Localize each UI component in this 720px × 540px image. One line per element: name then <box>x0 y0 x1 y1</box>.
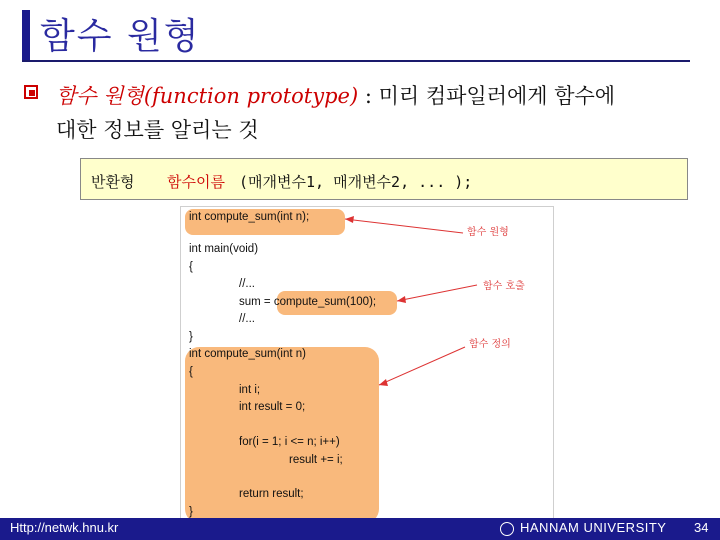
bullet-icon <box>24 85 38 99</box>
definition-arrow <box>379 347 465 385</box>
code-line: int main(void) <box>189 243 259 255</box>
footer-university: HANNAM UNIVERSITY <box>520 520 667 535</box>
syntax-parameters: (매개변수1, 매개변수2, ... ); <box>239 173 473 191</box>
page-number: 34 <box>694 520 709 535</box>
code-line: int i; <box>239 384 261 396</box>
prototype-note: 함수 원형 <box>467 227 509 238</box>
code-line: sum = compute_sum(100); <box>239 296 377 308</box>
definition-arrowhead <box>379 379 388 386</box>
code-line: return result; <box>239 488 304 500</box>
footer-url: Http://netwk.hnu.kr <box>10 520 119 535</box>
bullet-text: : 미리 컴파일러에게 함수에 <box>358 84 616 108</box>
slide-title: 함수 원형 <box>40 16 201 57</box>
syntax-box <box>80 158 688 200</box>
title-divider <box>22 60 690 62</box>
syntax-function-name: 함수이름 <box>167 173 225 191</box>
bullet-line-2: 대한 정보를 알리는 것 <box>56 118 259 142</box>
title-accent-bar <box>22 10 30 60</box>
code-line: for(i = 1; i <= n; i++) <box>239 436 340 448</box>
bullet-term: 함수 원형(function prototype) <box>56 84 359 108</box>
prototype-arrow <box>345 219 463 233</box>
bullet-line-1 <box>56 80 615 110</box>
code-line: int compute_sum(int n) <box>189 348 306 360</box>
prototype-arrowhead <box>345 216 354 223</box>
code-line: //... <box>239 313 255 325</box>
code-line: { <box>189 366 193 378</box>
code-line: //... <box>239 278 255 290</box>
code-line: { <box>189 261 193 273</box>
call-note: 함수 호출 <box>483 281 525 292</box>
call-arrow <box>397 285 477 301</box>
code-line: int result = 0; <box>239 401 306 413</box>
call-arrowhead <box>397 296 406 303</box>
code-line: } <box>189 331 193 343</box>
code-line: result += i; <box>289 454 343 466</box>
code-panel <box>180 206 554 526</box>
university-logo-icon <box>500 522 514 536</box>
annotation-arrows <box>181 207 553 525</box>
code-line: } <box>189 506 193 518</box>
definition-note: 함수 정의 <box>469 339 511 350</box>
syntax-return-type: 반환형 <box>91 173 135 191</box>
code-line: int compute_sum(int n); <box>189 211 310 223</box>
